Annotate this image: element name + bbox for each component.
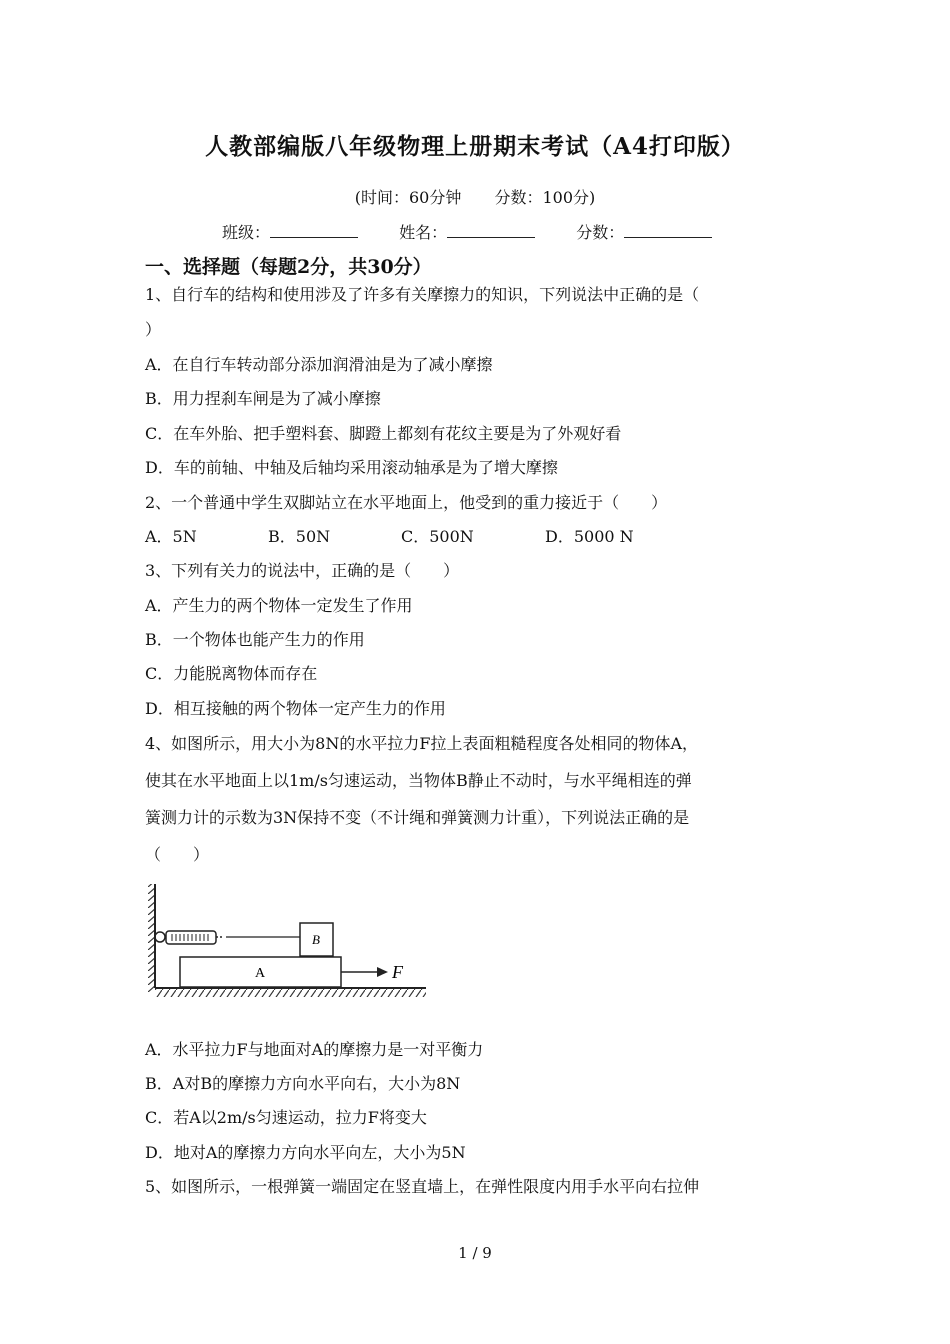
spring-hook <box>155 932 165 942</box>
time-info: (时间：60分钟 <box>354 188 462 207</box>
name-blank <box>447 221 535 238</box>
score-field <box>576 220 712 243</box>
student-fields <box>222 220 748 243</box>
q3-option-a: A．产生力的两个物体一定发生了作用 <box>145 596 413 615</box>
q1-option-c: C．在车外胎、把手塑料套、脚蹬上都刻有花纹主要是为了外观好看 <box>145 424 622 443</box>
wall-hatch <box>148 884 154 992</box>
q2-option-a: A．5N <box>145 527 197 546</box>
q4-stem-line1: 4、如图所示，用大小为8N的水平拉力F拉上表面粗糙程度各处相同的物体A， <box>145 734 699 753</box>
class-field <box>222 220 358 243</box>
name-field <box>399 220 535 243</box>
q1-stem-line2: ） <box>145 320 162 339</box>
q1-option-a: A．在自行车转动部分添加润滑油是为了减小摩擦 <box>145 355 493 374</box>
score-blank <box>624 221 712 238</box>
exam-meta <box>0 185 950 208</box>
q1-option-d: D．车的前轴、中轴及后轴均采用滚动轴承是为了增大摩擦 <box>145 458 558 477</box>
class-label: 班级： <box>222 223 271 242</box>
q4-option-b: B．A对B的摩擦力方向水平向右，大小为8N <box>145 1074 461 1093</box>
q3-option-d: D．相互接触的两个物体一定产生力的作用 <box>145 699 446 718</box>
q4-stem-line4: （ ） <box>145 845 210 864</box>
exam-title: 人教部编版八年级物理上册期末考试（A4打印版） <box>205 133 745 160</box>
q4-figure <box>148 880 438 1000</box>
block-b-label: B <box>312 932 320 947</box>
block-a-label: A <box>254 966 266 981</box>
score-label: 分数： <box>576 223 625 242</box>
q5-stem-line1: 5、如图所示，一根弹簧一端固定在竖直墙上，在弹性限度内用手水平向右拉伸 <box>145 1177 700 1196</box>
q4-option-c: C．若A以2m/s匀速运动，拉力F将变大 <box>145 1108 427 1127</box>
score-info: 分数：100分) <box>494 188 596 207</box>
q4-stem-line3: 簧测力计的示数为3N保持不变（不计绳和弹簧测力计重），下列说法正确的是 <box>145 808 690 827</box>
class-blank <box>270 221 358 238</box>
q2-option-d: D．5000 N <box>545 527 634 546</box>
q1-option-b: B．用力捏刹车闸是为了减小摩擦 <box>145 389 381 408</box>
q4-stem-line2: 使其在水平地面上以1m/s匀速运动，当物体B静止不动时，与水平绳相连的弹 <box>145 771 692 790</box>
q2-option-c: C．500N <box>401 527 474 546</box>
force-label: F <box>392 962 403 982</box>
name-label: 姓名： <box>399 223 448 242</box>
force-arrow-head <box>377 967 388 977</box>
q3-stem: 3、下列有关力的说法中，正确的是（ ） <box>145 561 460 580</box>
q2-options <box>145 524 634 547</box>
floor-hatch <box>155 989 426 997</box>
q3-option-b: B．一个物体也能产生力的作用 <box>145 630 365 649</box>
page-number: 1 / 9 <box>458 1244 492 1262</box>
q4-option-a: A．水平拉力F与地面对A的摩擦力是一对平衡力 <box>145 1040 484 1059</box>
q2-option-b: B．50N <box>268 527 331 546</box>
q3-option-c: C．力能脱离物体而存在 <box>145 664 318 683</box>
q1-stem-line1: 1、自行车的结构和使用涉及了许多有关摩擦力的知识，下列说法中正确的是（ <box>145 285 700 304</box>
section-heading: 一、选择题（每题2分，共30分） <box>145 256 432 278</box>
q2-stem: 2、一个普通中学生双脚站立在水平地面上，他受到的重力接近于（ ） <box>145 493 668 512</box>
q4-option-d: D．地对A的摩擦力方向水平向左，大小为5N <box>145 1143 466 1162</box>
